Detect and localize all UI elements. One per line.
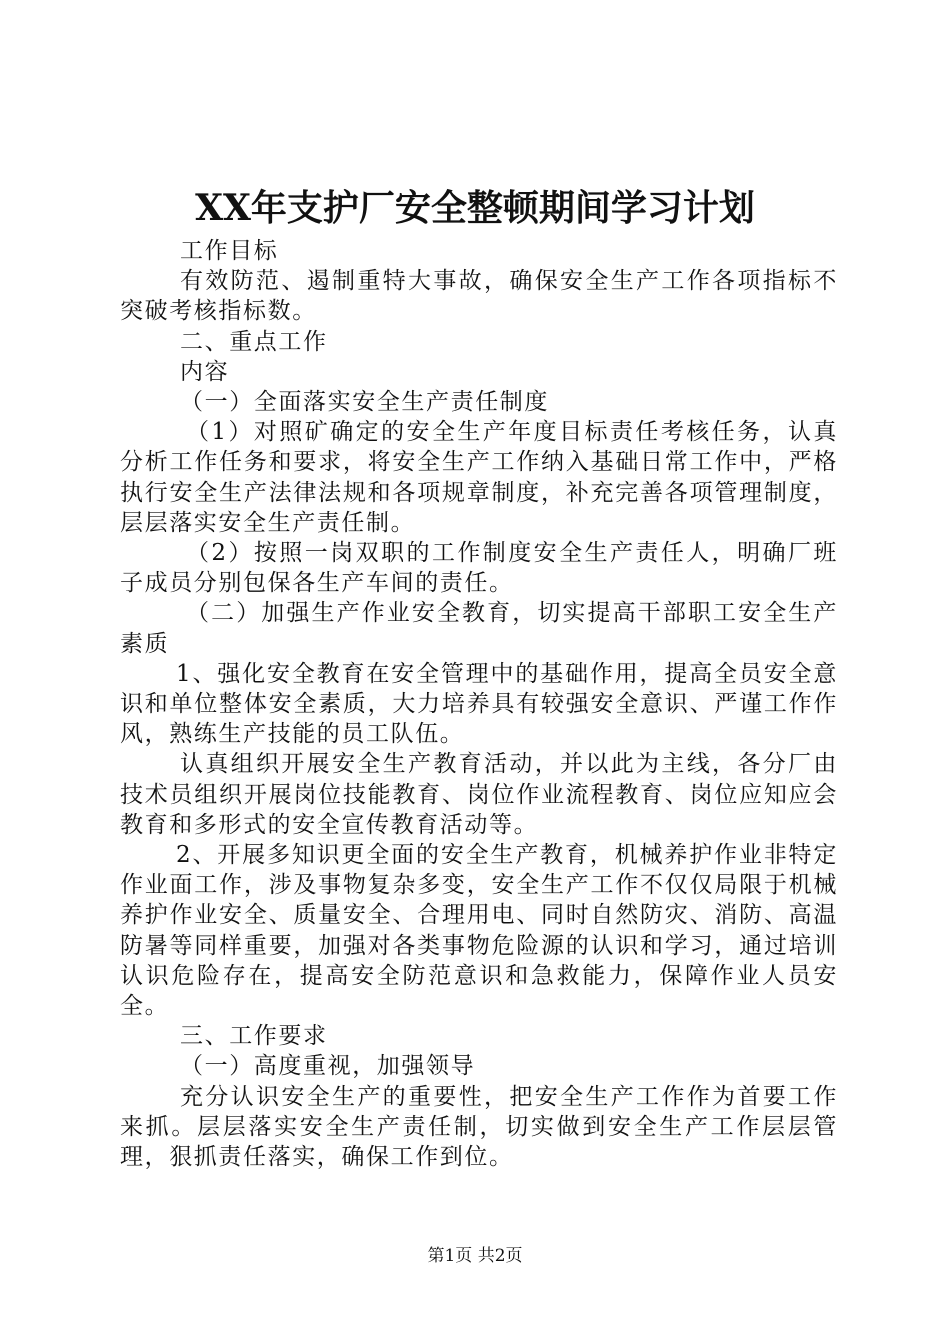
page-footer: 第1页 共2页 [427, 1246, 523, 1266]
paragraph-point-1: 1、强化安全教育在安全管理中的基础作用，提高全员安全意识和单位整体安全素质，大力培养具有较强安全意识、严谨工作作风，熟练生产技能的员工队伍。 [120, 660, 838, 748]
document-title: XX年支护厂安全整顿期间学习计划 [195, 187, 755, 229]
paragraph-section-2-heading: （二）加强生产作业安全教育，切实提高干部职工安全生产素质 [120, 600, 838, 657]
paragraph-requirement-1-heading: （一）高度重视，加强领导 [180, 1053, 476, 1080]
paragraph-key-work-heading: 二、重点工作 [180, 328, 328, 355]
paragraph-point-2: 2、开展多知识更全面的安全生产教育，机械养护作业非特定作业面工作，涉及事物复杂多变，安全生产工作不仅仅局限于机械养护作业安全、质量安全、合理用电、同时自然防灾、消防、高温防暑等同样重要，加强对各类事物危险源的认识和学习，通过培训认识危险存在，提高安全防范意识和急救能力，保障作业人员安全。 [120, 842, 838, 1020]
paragraph-item-2: （2）按照一岗双职的工作制度安全生产责任人，明确厂班子成员分别包保各生产车间的责任。 [120, 540, 838, 597]
paragraph-requirements-heading: 三、工作要求 [180, 1023, 328, 1050]
paragraph-requirement-1-text: 充分认识安全生产的重要性，把安全生产工作作为首要工作来抓。层层落实安全生产责任制，切实做到安全生产工作层层管理，狠抓责任落实，确保工作到位。 [120, 1083, 838, 1171]
paragraph-item-1: （1）对照矿确定的安全生产年度目标责任考核任务，认真分析工作任务和要求，将安全生产工作纳入基础日常工作中，严格执行安全生产法律法规和各项规章制度，补充完善各项管理制度，层层落实安全生产责任制。 [120, 419, 838, 536]
paragraph-section-1-heading: （一）全面落实安全生产责任制度 [180, 389, 549, 416]
paragraph-education-activities: 认真组织开展安全生产教育活动，并以此为主线，各分厂由技术员组织开展岗位技能教育、岗位作业流程教育、岗位应知应会教育和多形式的安全宣传教育活动等。 [120, 751, 838, 838]
paragraph-goal-text: 有效防范、遏制重特大事故，确保安全生产工作各项指标不突破考核指标数。 [120, 268, 838, 325]
paragraph-content-heading: 内容 [180, 358, 230, 385]
paragraph-work-goal-heading: 工作目标 [180, 238, 279, 264]
document-body [120, 236, 838, 1172]
